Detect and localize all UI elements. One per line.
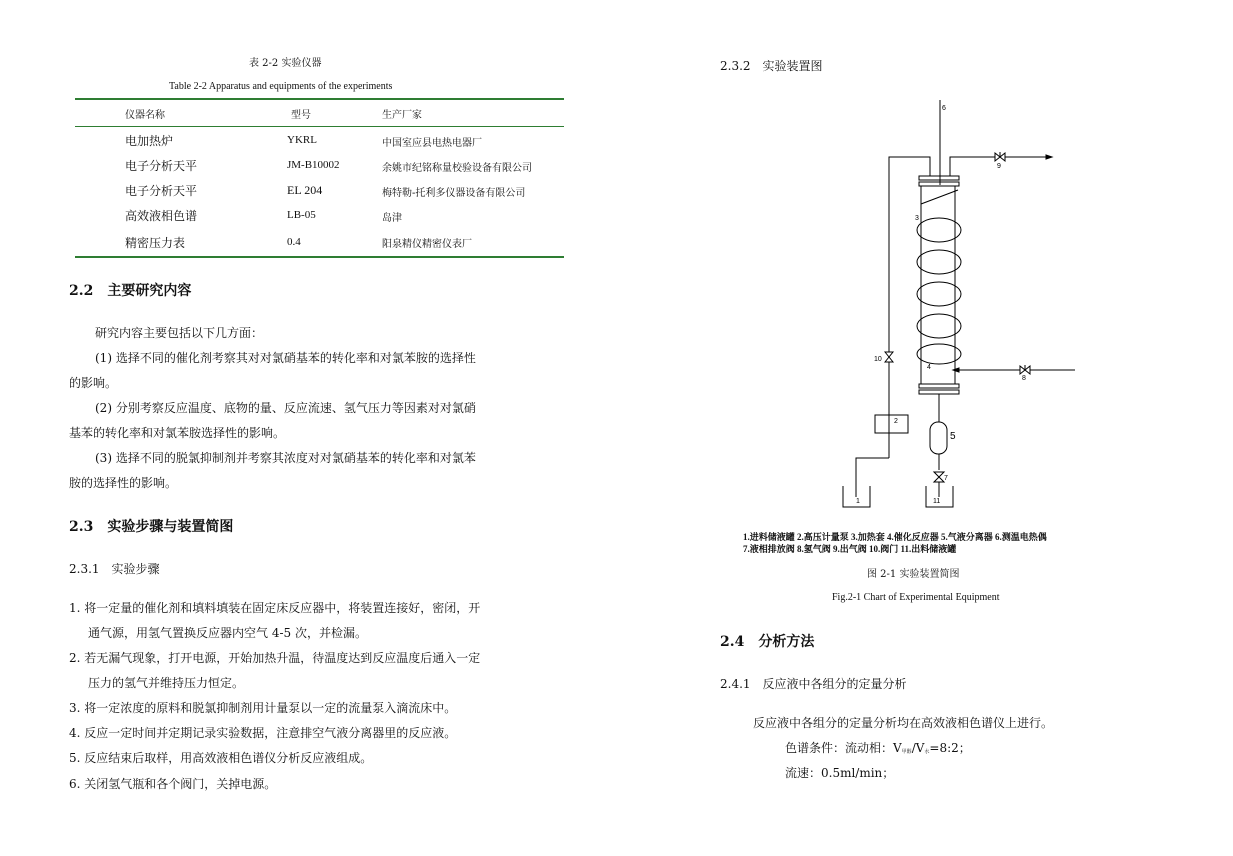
step-line: 1. 将一定量的催化剂和填料填装在固定床反应器中，将装置连接好，密闭，开 <box>69 601 481 615</box>
subsection-heading-2-3-2: 2.3.2 实验装置图 <box>720 59 823 73</box>
figure-caption-en: Fig.2-1 Chart of Experimental Equipment <box>832 592 1000 603</box>
label-1: 1 <box>856 498 860 505</box>
cell-model: JM-B10002 <box>287 159 340 171</box>
cell-name: 电加热炉 <box>125 134 174 148</box>
conditions-ratio: =8:2； <box>929 741 971 755</box>
label-4: 4 <box>927 364 931 371</box>
step-line: 5. 反应结束后取样，用高效液相色谱仪分析反应液组成。 <box>69 751 373 765</box>
step-line: 4. 反应一定时间并定期记录实验数据，注意排空气液分离器里的反应液。 <box>69 726 457 740</box>
subsection-heading-2-4-1: 2.4.1 反应液中各组分的定量分析 <box>720 677 907 691</box>
paragraph-line: (2) 分别考察反应温度、底物的量、反应流速、氢气压力等因素对对氯硝 <box>95 401 476 415</box>
water-subscript: 水 <box>924 749 930 755</box>
label-3: 3 <box>915 215 919 222</box>
chromatography-conditions <box>785 739 971 756</box>
table-header-name: 仪器名称 <box>125 110 165 121</box>
cell-name: 电子分析天平 <box>125 184 198 198</box>
label-5: 5 <box>950 431 956 442</box>
paragraph-line: (3) 选择不同的脱氯抑制剂并考察其浓度对对氯硝基苯的转化率和对氯苯 <box>95 451 476 465</box>
table-header-rule <box>75 126 564 127</box>
cell-model: LB-05 <box>287 209 316 221</box>
paragraph-line: 的影响。 <box>69 376 118 390</box>
methanol-subscript: 甲醇 <box>901 749 912 755</box>
apparatus-diagram <box>830 95 1090 515</box>
step-line: 2. 若无漏气现象，打开电源，开始加热升温，待温度达到反应温度后通入一定 <box>69 651 481 665</box>
cell-maker: 梅特勒-托利多仪器设备有限公司 <box>382 188 526 199</box>
label-2: 2 <box>894 418 898 425</box>
table-top-rule <box>75 98 564 100</box>
section-heading-2-2: 2.2 主要研究内容 <box>69 283 192 299</box>
paragraph-line: (1) 选择不同的催化剂考察其对对氯硝基苯的转化率和对氯苯胺的选择性 <box>95 351 476 365</box>
step-line: 压力的氢气并维持压力恒定。 <box>88 676 245 690</box>
step-line: 3. 将一定浓度的原料和脱氯抑制剂用计量泵以一定的流量泵入滴流床中。 <box>69 701 457 715</box>
cell-maker: 余姚市纪铭称量校验设备有限公司 <box>382 163 532 174</box>
cell-maker: 岛津 <box>382 213 402 224</box>
cell-name: 精密压力表 <box>125 236 186 250</box>
cell-model: EL 204 <box>287 183 323 197</box>
label-9: 9 <box>997 163 1001 170</box>
label-8: 8 <box>1022 375 1026 382</box>
cell-maker: 阳泉精仪精密仪表厂 <box>382 239 472 250</box>
conditions-slash: /V <box>911 741 925 755</box>
subsection-heading-2-3-1: 2.3.1 实验步骤 <box>69 562 160 576</box>
cell-maker: 中国室应县电热电器厂 <box>382 138 482 149</box>
label-6: 6 <box>942 105 946 112</box>
paragraph-line: 胺的选择性的影响。 <box>69 476 178 490</box>
figure-legend-line-2: 7.液相排放阀 8.氢气阀 9.出气阀 10.阀门 11.出料储液罐 <box>743 544 957 554</box>
flow-rate: 流速：0.5ml/min； <box>785 766 895 780</box>
label-7: 7 <box>944 475 948 482</box>
figure-caption-cn: 图 2-1 实验装置简图 <box>867 569 960 580</box>
table-caption-cn: 表 2-2 实验仪器 <box>249 58 322 69</box>
table-header-model: 型号 <box>291 110 311 121</box>
figure-legend-line-1: 1.进料储液罐 2.高压计量泵 3.加热套 4.催化反应器 5.气液分离器 6.测温电热偶 <box>743 532 1047 542</box>
cell-name: 高效液相色谱 <box>125 209 198 223</box>
table-bottom-rule <box>75 256 564 258</box>
table-header-maker: 生产厂家 <box>382 110 422 121</box>
paragraph-line: 基苯的转化率和对氯苯胺选择性的影响。 <box>69 426 286 440</box>
paragraph-line: 研究内容主要包括以下几方面： <box>95 326 264 340</box>
section-heading-2-4: 2.4 分析方法 <box>720 634 815 650</box>
cell-model: 0.4 <box>287 236 301 248</box>
cell-name: 电子分析天平 <box>125 159 198 173</box>
table-caption-en: Table 2-2 Apparatus and equipments of the experiments <box>169 81 393 92</box>
paragraph-line: 反应液中各组分的定量分析均在高效液相色谱仪上进行。 <box>753 716 1054 730</box>
label-11: 11 <box>933 498 941 505</box>
step-line: 6. 关闭氢气瓶和各个阀门，关掉电源。 <box>69 777 277 791</box>
cell-model: YKRL <box>287 134 317 146</box>
label-10: 10 <box>874 356 882 363</box>
step-line: 通气源，用氢气置换反应器内空气 4-5 次，并检漏。 <box>88 626 367 640</box>
section-heading-2-3: 2.3 实验步骤与装置简图 <box>69 519 234 535</box>
conditions-text: 色谱条件：流动相：V <box>785 741 902 755</box>
